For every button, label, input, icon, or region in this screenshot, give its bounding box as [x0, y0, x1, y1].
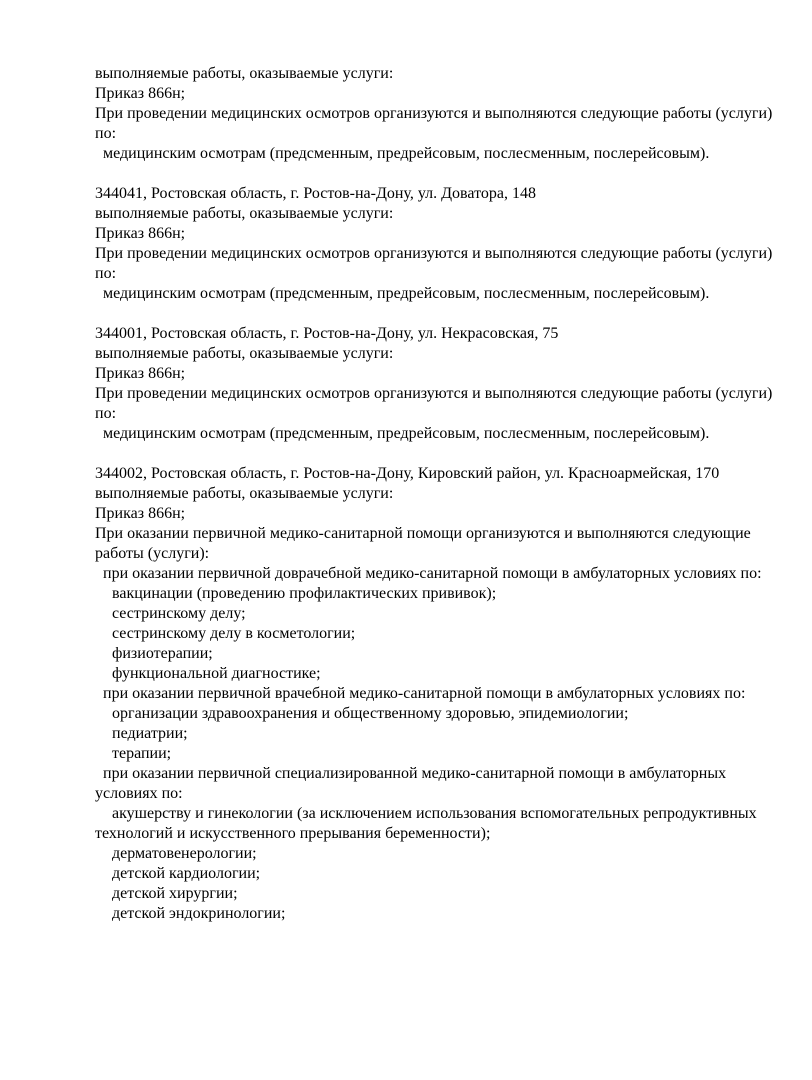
document-block-services-continuation — [95, 64, 775, 164]
document-line: детской эндокринологии; — [112, 905, 286, 922]
document-line: При проведении медицинских осмотров организуются и выполняются следующие работы (услуги) по: — [95, 105, 773, 142]
document-line: медицинским осмотрам (предсменным, предрейсовым, послесменным, послерейсовым). — [103, 145, 710, 162]
address-line: 344001, Ростовская область, г. Ростов-на-Дону, ул. Некрасовская, 75 — [95, 325, 559, 342]
document-line: при оказании первичной специализированной медико-санитарной помощи в амбулаторных условиях по: — [95, 765, 727, 802]
document-line: выполняемые работы, оказываемые услуги: — [95, 205, 394, 222]
document-line: выполняемые работы, оказываемые услуги: — [95, 485, 394, 502]
document-line: педиатрии; — [112, 725, 188, 742]
document-block-address-344041 — [95, 184, 775, 304]
address-line: 344041, Ростовская область, г. Ростов-на-Дону, ул. Доватора, 148 — [95, 185, 536, 202]
document-line: медицинским осмотрам (предсменным, предрейсовым, послесменным, послерейсовым). — [103, 285, 710, 302]
document-line: сестринскому делу; — [112, 605, 246, 622]
document-block-address-344001 — [95, 324, 775, 444]
document-block-address-344002 — [95, 464, 775, 924]
document-line: выполняемые работы, оказываемые услуги: — [95, 345, 394, 362]
document-line: сестринскому делу в косметологии; — [112, 625, 356, 642]
document-line: функциональной диагностике; — [112, 665, 321, 682]
document-line: детской хирургии; — [112, 885, 238, 902]
document-line: детской кардиологии; — [112, 865, 261, 882]
document-line: терапии; — [112, 745, 172, 762]
document-line: выполняемые работы, оказываемые услуги: — [95, 65, 394, 82]
document-line: акушерству и гинекологии (за исключением использования вспомогательных репродуктивных технологий и искусственного прерывания беременности); — [95, 805, 757, 842]
document-line: организации здравоохранения и общественному здоровью, эпидемиологии; — [112, 705, 629, 722]
document-line: Приказ 866н; — [95, 505, 186, 522]
document-line: При проведении медицинских осмотров организуются и выполняются следующие работы (услуги) по: — [95, 385, 773, 422]
document-line: При оказании первичной медико-санитарной помощи организуются и выполняются следующие работы (услуги): — [95, 525, 751, 562]
document-line: Приказ 866н; — [95, 365, 186, 382]
document-line: при оказании первичной врачебной медико-санитарной помощи в амбулаторных условиях по: — [103, 685, 746, 702]
address-line: 344002, Ростовская область, г. Ростов-на-Дону, Кировский район, ул. Красноармейская, 170 — [95, 465, 720, 482]
document-line: медицинским осмотрам (предсменным, предрейсовым, послесменным, послерейсовым). — [103, 425, 710, 442]
document-line: Приказ 866н; — [95, 225, 186, 242]
document-line: вакцинации (проведению профилактических прививок); — [112, 585, 497, 602]
document-line: при оказании первичной доврачебной медико-санитарной помощи в амбулаторных условиях по: — [103, 565, 762, 582]
document-line: дерматовенерологии; — [112, 845, 257, 862]
document-line: Приказ 866н; — [95, 85, 186, 102]
document-line: физиотерапии; — [112, 645, 213, 662]
document-line: При проведении медицинских осмотров организуются и выполняются следующие работы (услуги) по: — [95, 245, 773, 282]
